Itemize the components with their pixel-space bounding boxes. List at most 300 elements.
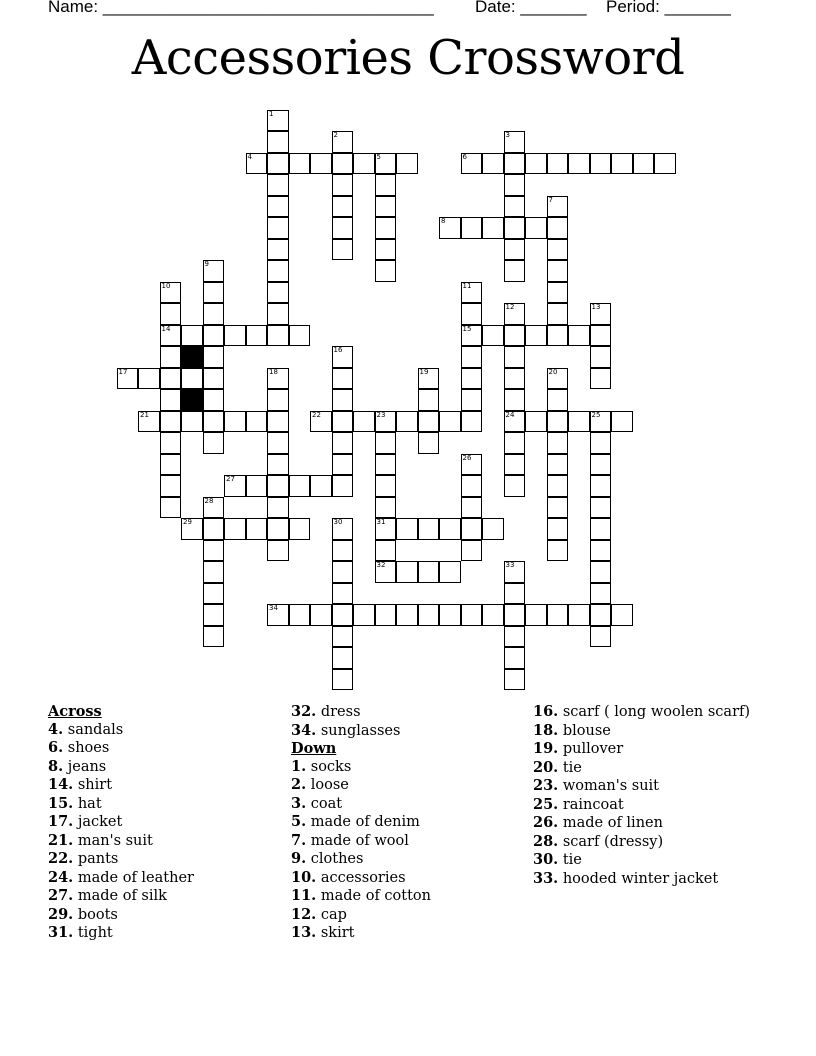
grid-cell[interactable] xyxy=(203,346,225,368)
grid-cell[interactable] xyxy=(504,561,526,583)
clue-number: 15 xyxy=(462,324,472,333)
grid-cell[interactable] xyxy=(525,217,547,239)
grid-cell[interactable] xyxy=(461,475,483,497)
clue-item xyxy=(48,850,194,869)
grid-cell[interactable] xyxy=(181,368,203,390)
grid-cell[interactable] xyxy=(203,368,225,390)
grid-cell[interactable] xyxy=(267,217,289,239)
grid-cell[interactable] xyxy=(525,411,547,433)
grid-cell[interactable] xyxy=(160,497,182,519)
clues-column-1 xyxy=(48,703,194,943)
grid-cell[interactable] xyxy=(590,604,612,626)
grid-cell[interactable] xyxy=(203,432,225,454)
clue-text: boots xyxy=(73,906,118,923)
clue-number: 22 xyxy=(312,410,321,419)
grid-cell[interactable] xyxy=(504,583,526,605)
grid-cell[interactable] xyxy=(310,153,332,175)
grid-cell[interactable] xyxy=(461,604,483,626)
grid-cell[interactable] xyxy=(590,497,612,519)
grid-cell[interactable] xyxy=(504,239,526,261)
clues-column-2 xyxy=(291,703,431,943)
grid-cell[interactable] xyxy=(396,518,418,540)
grid-cell[interactable] xyxy=(332,153,354,175)
clue-text: blouse xyxy=(558,722,611,739)
clue-item xyxy=(48,869,194,888)
grid-cell[interactable] xyxy=(267,368,289,390)
grid-cell[interactable] xyxy=(375,454,397,476)
grid-cell[interactable] xyxy=(504,669,526,691)
grid-cell[interactable] xyxy=(267,282,289,304)
grid-cell[interactable] xyxy=(547,497,569,519)
grid-cell[interactable] xyxy=(160,454,182,476)
grid-cell[interactable] xyxy=(418,518,440,540)
black-square xyxy=(181,389,203,411)
grid-cell[interactable] xyxy=(375,153,397,175)
grid-cell[interactable] xyxy=(547,540,569,562)
clue-text: jeans xyxy=(63,758,107,775)
grid-cell[interactable] xyxy=(203,411,225,433)
clue-number-label: 3. xyxy=(291,794,307,812)
clue-number: 29 xyxy=(183,518,192,526)
clue-number-label: 23. xyxy=(533,777,559,794)
clue-number-label: 25. xyxy=(533,795,559,813)
grid-cell[interactable] xyxy=(482,518,504,540)
grid-cell[interactable] xyxy=(439,604,461,626)
grid-cell[interactable] xyxy=(461,325,483,347)
grid-cell[interactable] xyxy=(590,432,612,454)
grid-cell[interactable] xyxy=(547,282,569,304)
clue-text: shoes xyxy=(63,740,110,756)
grid-cell[interactable] xyxy=(224,411,246,433)
clue-number-label: 34. xyxy=(291,721,317,739)
grid-cell[interactable] xyxy=(525,153,547,175)
grid-cell[interactable] xyxy=(181,411,203,433)
grid-cell[interactable] xyxy=(504,475,526,497)
grid-cell[interactable] xyxy=(267,239,289,261)
grid-cell[interactable] xyxy=(418,368,440,390)
grid-cell[interactable] xyxy=(375,174,397,196)
clue-text: hat xyxy=(73,795,102,812)
grid-cell[interactable] xyxy=(461,346,483,368)
clue-text: scarf (dressy) xyxy=(558,833,664,850)
clue-text: tie xyxy=(558,759,582,776)
grid-cell[interactable] xyxy=(461,518,483,540)
grid-cell[interactable] xyxy=(611,153,633,175)
grid-cell[interactable] xyxy=(267,411,289,433)
grid-cell[interactable] xyxy=(590,518,612,540)
grid-cell[interactable] xyxy=(203,518,225,540)
grid-cell[interactable] xyxy=(332,647,354,669)
grid-cell[interactable] xyxy=(332,540,354,562)
grid-cell[interactable] xyxy=(461,454,483,476)
across-clue-list xyxy=(48,721,194,943)
grid-cell[interactable] xyxy=(590,540,612,562)
grid-cell[interactable] xyxy=(310,604,332,626)
clue-number-label: 28. xyxy=(533,832,559,850)
clue-number: 13 xyxy=(591,303,601,311)
grid-cell[interactable] xyxy=(654,153,676,175)
grid-cell[interactable] xyxy=(375,196,397,218)
grid-cell[interactable] xyxy=(203,497,225,519)
grid-cell[interactable] xyxy=(332,389,354,411)
grid-cell[interactable] xyxy=(375,497,397,519)
grid-cell[interactable] xyxy=(482,325,504,347)
grid-cell[interactable] xyxy=(504,346,526,368)
grid-cell[interactable] xyxy=(375,239,397,261)
clue-number: 10 xyxy=(161,281,171,290)
clue-item xyxy=(48,832,194,851)
clue-number-label: 18. xyxy=(533,721,559,739)
clue-number-label: 20. xyxy=(533,758,559,776)
clue-number: 8 xyxy=(441,217,446,225)
grid-cell[interactable] xyxy=(181,325,203,347)
grid-cell[interactable] xyxy=(203,303,225,325)
clue-text: made of denim xyxy=(306,814,420,830)
grid-cell[interactable] xyxy=(117,368,139,390)
grid-cell[interactable] xyxy=(590,454,612,476)
grid-cell[interactable] xyxy=(267,518,289,540)
grid-cell[interactable] xyxy=(439,217,461,239)
clue-number: 25 xyxy=(591,410,601,419)
grid-cell[interactable] xyxy=(267,110,289,132)
clue-item xyxy=(48,739,194,758)
clue-text: woman's suit xyxy=(558,778,659,794)
grid-cell[interactable] xyxy=(504,604,526,626)
grid-cell[interactable] xyxy=(525,604,547,626)
grid-cell[interactable] xyxy=(332,604,354,626)
clue-item xyxy=(48,887,194,906)
clue-text: sunglasses xyxy=(316,722,401,739)
grid-cell[interactable] xyxy=(289,475,311,497)
clue-item xyxy=(48,906,194,925)
across-heading: Across xyxy=(48,703,102,720)
clue-item xyxy=(533,722,750,741)
grid-cell[interactable] xyxy=(461,411,483,433)
grid-cell[interactable] xyxy=(160,346,182,368)
clue-number-label: 15. xyxy=(48,794,74,812)
grid-cell[interactable] xyxy=(203,325,225,347)
grid-cell[interactable] xyxy=(246,518,268,540)
grid-cell[interactable] xyxy=(396,411,418,433)
grid-cell[interactable] xyxy=(332,346,354,368)
grid-cell[interactable] xyxy=(461,282,483,304)
grid-cell[interactable] xyxy=(547,432,569,454)
grid-cell[interactable] xyxy=(160,282,182,304)
clue-text: made of linen xyxy=(558,815,663,831)
grid-cell[interactable] xyxy=(547,303,569,325)
grid-cell[interactable] xyxy=(160,368,182,390)
grid-cell[interactable] xyxy=(504,153,526,175)
clue-number: 9 xyxy=(204,260,209,268)
grid-cell[interactable] xyxy=(525,325,547,347)
clue-number-label: 13. xyxy=(291,924,317,941)
grid-cell[interactable] xyxy=(504,411,526,433)
clue-number: 27 xyxy=(226,475,235,483)
grid-cell[interactable] xyxy=(461,389,483,411)
grid-cell[interactable] xyxy=(267,475,289,497)
clue-number: 17 xyxy=(118,367,128,376)
grid-cell[interactable] xyxy=(590,325,612,347)
grid-cell[interactable] xyxy=(504,174,526,196)
grid-cell[interactable] xyxy=(160,325,182,347)
across-clue-list-continued xyxy=(291,703,431,740)
grid-cell[interactable] xyxy=(418,411,440,433)
grid-cell[interactable] xyxy=(375,604,397,626)
grid-cell[interactable] xyxy=(547,260,569,282)
grid-cell[interactable] xyxy=(353,411,375,433)
grid-cell[interactable] xyxy=(203,389,225,411)
grid-cell[interactable] xyxy=(246,325,268,347)
grid-cell[interactable] xyxy=(504,131,526,153)
grid-cell[interactable] xyxy=(504,368,526,390)
clue-text: loose xyxy=(306,777,349,793)
grid-cell[interactable] xyxy=(332,131,354,153)
grid-cell[interactable] xyxy=(203,604,225,626)
grid-cell[interactable] xyxy=(504,647,526,669)
clue-number: 23 xyxy=(376,410,386,419)
grid-cell[interactable] xyxy=(203,540,225,562)
grid-cell[interactable] xyxy=(289,604,311,626)
grid-cell[interactable] xyxy=(611,604,633,626)
grid-cell[interactable] xyxy=(289,325,311,347)
grid-cell[interactable] xyxy=(267,174,289,196)
grid-cell[interactable] xyxy=(332,239,354,261)
grid-cell[interactable] xyxy=(267,153,289,175)
grid-cell[interactable] xyxy=(246,411,268,433)
clue-text: tie xyxy=(558,852,582,868)
clue-text: made of cotton xyxy=(316,888,431,904)
clue-number: 31 xyxy=(376,518,386,526)
grid-cell[interactable] xyxy=(547,368,569,390)
grid-cell[interactable] xyxy=(504,454,526,476)
grid-cell[interactable] xyxy=(547,518,569,540)
grid-cell[interactable] xyxy=(267,389,289,411)
grid-cell[interactable] xyxy=(633,153,655,175)
grid-cell[interactable] xyxy=(224,325,246,347)
grid-cell[interactable] xyxy=(396,561,418,583)
grid-cell[interactable] xyxy=(332,518,354,540)
clue-number: 18 xyxy=(269,367,278,376)
grid-cell[interactable] xyxy=(267,260,289,282)
grid-cell[interactable] xyxy=(547,196,569,218)
grid-cell[interactable] xyxy=(289,153,311,175)
grid-cell[interactable] xyxy=(504,626,526,648)
grid-cell[interactable] xyxy=(418,432,440,454)
grid-cell[interactable] xyxy=(267,540,289,562)
grid-cell[interactable] xyxy=(332,411,354,433)
grid-cell[interactable] xyxy=(160,389,182,411)
grid-cell[interactable] xyxy=(203,561,225,583)
grid-cell[interactable] xyxy=(224,518,246,540)
grid-cell[interactable] xyxy=(590,475,612,497)
grid-cell[interactable] xyxy=(267,454,289,476)
grid-cell[interactable] xyxy=(504,325,526,347)
grid-cell[interactable] xyxy=(504,260,526,282)
clue-number-label: 30. xyxy=(533,851,559,868)
grid-cell[interactable] xyxy=(461,217,483,239)
clue-item xyxy=(291,832,431,851)
grid-cell[interactable] xyxy=(568,325,590,347)
grid-cell[interactable] xyxy=(396,604,418,626)
clue-item xyxy=(533,740,750,759)
grid-cell[interactable] xyxy=(203,260,225,282)
grid-cell[interactable] xyxy=(439,518,461,540)
grid-cell[interactable] xyxy=(267,303,289,325)
down-heading: Down xyxy=(291,740,337,757)
grid-cell[interactable] xyxy=(547,217,569,239)
grid-cell[interactable] xyxy=(332,454,354,476)
grid-cell[interactable] xyxy=(461,540,483,562)
grid-cell[interactable] xyxy=(332,561,354,583)
grid-cell[interactable] xyxy=(547,454,569,476)
clue-item xyxy=(291,758,431,777)
grid-cell[interactable] xyxy=(203,626,225,648)
grid-cell[interactable] xyxy=(590,303,612,325)
grid-cell[interactable] xyxy=(160,303,182,325)
clue-item xyxy=(533,703,750,722)
grid-cell[interactable] xyxy=(375,518,397,540)
grid-cell[interactable] xyxy=(375,432,397,454)
clue-item xyxy=(291,722,431,741)
grid-cell[interactable] xyxy=(332,217,354,239)
clue-item xyxy=(291,924,431,943)
grid-cell[interactable] xyxy=(332,368,354,390)
grid-cell[interactable] xyxy=(439,411,461,433)
grid-cell[interactable] xyxy=(310,475,332,497)
grid-cell[interactable] xyxy=(482,604,504,626)
grid-cell[interactable] xyxy=(138,411,160,433)
clue-number: 3 xyxy=(505,131,510,139)
grid-cell[interactable] xyxy=(461,368,483,390)
grid-cell[interactable] xyxy=(547,475,569,497)
grid-cell[interactable] xyxy=(547,389,569,411)
grid-cell[interactable] xyxy=(461,153,483,175)
grid-cell[interactable] xyxy=(353,153,375,175)
grid-cell[interactable] xyxy=(547,153,569,175)
grid-cell[interactable] xyxy=(332,669,354,691)
grid-cell[interactable] xyxy=(504,217,526,239)
grid-cell[interactable] xyxy=(375,217,397,239)
grid-cell[interactable] xyxy=(203,282,225,304)
period-field-label: Period: _______ xyxy=(606,0,731,16)
grid-cell[interactable] xyxy=(590,561,612,583)
clue-text: coat xyxy=(306,795,343,812)
grid-cell[interactable] xyxy=(547,604,569,626)
clue-text: skirt xyxy=(316,925,355,941)
grid-cell[interactable] xyxy=(418,561,440,583)
grid-cell[interactable] xyxy=(461,303,483,325)
clue-text: sandals xyxy=(63,721,124,738)
clue-item xyxy=(291,703,431,722)
clue-text: tight xyxy=(73,925,113,941)
grid-cell[interactable] xyxy=(375,411,397,433)
grid-cell[interactable] xyxy=(353,604,375,626)
grid-cell[interactable] xyxy=(332,174,354,196)
grid-cell[interactable] xyxy=(375,561,397,583)
grid-cell[interactable] xyxy=(590,153,612,175)
clue-item xyxy=(291,906,431,925)
grid-cell[interactable] xyxy=(504,303,526,325)
grid-cell[interactable] xyxy=(267,196,289,218)
clue-number: 19 xyxy=(419,367,429,376)
grid-cell[interactable] xyxy=(246,153,268,175)
grid-cell[interactable] xyxy=(504,432,526,454)
grid-cell[interactable] xyxy=(568,604,590,626)
grid-cell[interactable] xyxy=(396,153,418,175)
grid-cell[interactable] xyxy=(568,411,590,433)
grid-cell[interactable] xyxy=(418,389,440,411)
grid-cell[interactable] xyxy=(547,411,569,433)
grid-cell[interactable] xyxy=(203,583,225,605)
clue-number: 7 xyxy=(548,195,553,204)
clue-item xyxy=(291,869,431,888)
grid-cell[interactable] xyxy=(267,604,289,626)
grid-cell[interactable] xyxy=(375,260,397,282)
clue-number-label: 17. xyxy=(48,813,74,830)
grid-cell[interactable] xyxy=(590,368,612,390)
grid-cell[interactable] xyxy=(568,153,590,175)
clue-item xyxy=(48,795,194,814)
grid-cell[interactable] xyxy=(332,475,354,497)
grid-cell[interactable] xyxy=(267,432,289,454)
grid-cell[interactable] xyxy=(160,432,182,454)
clue-text: man's suit xyxy=(73,832,153,849)
grid-cell[interactable] xyxy=(590,583,612,605)
grid-cell[interactable] xyxy=(482,217,504,239)
clue-item xyxy=(291,776,431,795)
grid-cell[interactable] xyxy=(310,411,332,433)
grid-cell[interactable] xyxy=(160,411,182,433)
grid-cell[interactable] xyxy=(439,561,461,583)
grid-cell[interactable] xyxy=(611,411,633,433)
grid-cell[interactable] xyxy=(504,196,526,218)
grid-cell[interactable] xyxy=(332,626,354,648)
grid-cell[interactable] xyxy=(246,475,268,497)
clue-number: 2 xyxy=(333,131,338,139)
grid-cell[interactable] xyxy=(461,497,483,519)
clue-text: pullover xyxy=(558,741,624,757)
page-title: Accessories Crossword xyxy=(131,30,685,86)
grid-cell[interactable] xyxy=(138,368,160,390)
clue-item xyxy=(48,924,194,943)
grid-cell[interactable] xyxy=(482,153,504,175)
clue-number-label: 14. xyxy=(48,776,74,793)
grid-cell[interactable] xyxy=(267,131,289,153)
grid-cell[interactable] xyxy=(332,432,354,454)
grid-cell[interactable] xyxy=(504,389,526,411)
grid-cell[interactable] xyxy=(181,518,203,540)
grid-cell[interactable] xyxy=(375,475,397,497)
grid-cell[interactable] xyxy=(267,325,289,347)
grid-cell[interactable] xyxy=(547,325,569,347)
grid-cell[interactable] xyxy=(590,626,612,648)
grid-cell[interactable] xyxy=(289,518,311,540)
grid-cell[interactable] xyxy=(267,497,289,519)
clue-item xyxy=(291,795,431,814)
clue-text: cap xyxy=(316,906,347,923)
grid-cell[interactable] xyxy=(590,411,612,433)
grid-cell[interactable] xyxy=(332,583,354,605)
grid-cell[interactable] xyxy=(160,475,182,497)
clue-number-label: 12. xyxy=(291,905,317,923)
grid-cell[interactable] xyxy=(547,239,569,261)
grid-cell[interactable] xyxy=(418,604,440,626)
grid-cell[interactable] xyxy=(332,196,354,218)
grid-cell[interactable] xyxy=(224,475,246,497)
clue-item xyxy=(533,796,750,815)
grid-cell[interactable] xyxy=(375,540,397,562)
grid-cell[interactable] xyxy=(590,346,612,368)
